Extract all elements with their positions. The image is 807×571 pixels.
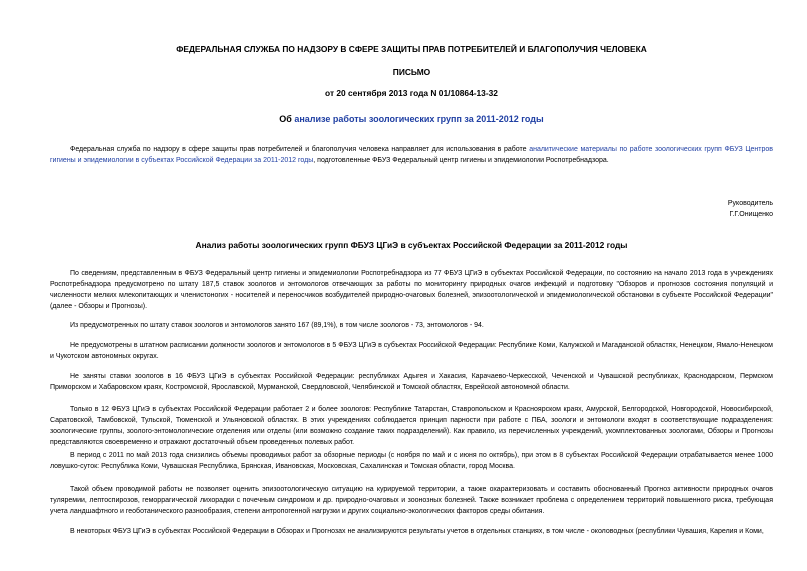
intro-paragraph bbox=[50, 144, 773, 166]
paragraph: Такой объем проводимой работы не позволяет оценить эпизоотологическую ситуацию на курируемой территории, а также охарактеризовать и составить обоснованный Прогноз активности природных очагов туляремии, лептоспирозов, геморрагической лихорадки с почечным синдромом и др. природно-очаговых и зоонозных болезней. Также возникает проблема с определением территорий повышенного риска, требующая учета ландшафтного и геоботанического разнообразия, степени антропогенной нагрузки и других социально-экологических факторов среды обитания. bbox=[50, 486, 773, 515]
signature-block bbox=[728, 198, 773, 220]
intro-text: Федеральная служба по надзору в сфере защиты прав потребителей и благополучия человека направляет для использования в работе bbox=[70, 146, 530, 153]
subject-prefix: Об bbox=[279, 114, 295, 124]
agency-title: ФЕДЕРАЛЬНАЯ СЛУЖБА ПО НАДЗОРУ В СФЕРЕ ЗАЩИТЫ ПРАВ ПОТРЕБИТЕЛЕЙ И БЛАГОПОЛУЧИЯ ЧЕЛОВЕКА bbox=[176, 44, 647, 54]
document-type: ПИСЬМО bbox=[392, 67, 431, 77]
subject-link[interactable]: анализе работы зоологических групп за 2011-2012 годы bbox=[294, 114, 544, 124]
signature-name: Г.Г.Онищенко bbox=[729, 211, 773, 218]
document-subject bbox=[50, 114, 773, 124]
analysis-title: Анализ работы зоологических групп ФБУЗ ЦГиЭ в субъектах Российской Федерации за 2011-2012 годы bbox=[195, 240, 628, 250]
signature-role: Руководитель bbox=[727, 200, 773, 207]
document-date: от 20 сентября 2013 года N 01/10864-13-32 bbox=[325, 88, 498, 98]
paragraph: В некоторых ФБУЗ ЦГиЭ в субъектах Российской Федерации в Обзорах и Прогнозах не анализируются результаты учетов в отдельных станциях, в том числе - околоводных (республики Чувашия, Карелия и Коми, bbox=[70, 528, 764, 535]
paragraph: Не предусмотрены в штатном расписании должности зоологов и энтомологов в 5 ФБУЗ ЦГиЭ в субъектах Российской Федерации: Республике Коми, Калужской и Магаданской областях, Ненецком, Ямало-Ненецком и Чукотском автономных округах. bbox=[50, 342, 773, 360]
paragraph: Из предусмотренных по штату ставок зоологов и энтомологов занято 167 (89,1%), в том числе зоологов - 73, энтомологов - 94. bbox=[70, 322, 484, 329]
paragraph: В период с 2011 по май 2013 года снизились объемы проводимых работ за обзорные периоды (с ноября по май и с июня по октябрь), при этом в 8 субъектах Российской Федерации отрабатывается менее 1000 ловушко-суток: Республика Коми, Чувашская Республика, Брянская, Ивановская, Московская, Сахалинская и Томская области, город Москва. bbox=[50, 452, 773, 470]
intro-text-end: , подготовленные ФБУЗ Федеральный центр гигиены и эпидемиологии Роспотребнадзора. bbox=[313, 157, 609, 164]
paragraph: Не заняты ставки зоологов в 16 ФБУЗ ЦГиЭ в субъектах Российской Федерации: республиках Адыгея и Хакасия, Карачаево-Черкесской, Чеченской и Чувашской республиках, Краснодарском, Пермском Приморском и Хабаровском краях, Костромской, Ярославской, Мурманской, Свердловской, Челябинской и Томской областях, Еврейской автономной области. bbox=[50, 373, 773, 391]
paragraph: Только в 12 ФБУЗ ЦГиЭ в субъектах Российской Федерации работает 2 и более зоологов: Республике Татарстан, Ставропольском и Красноярском краях, Амурской, Белгородской, Новгородской, Новосибирской, Саратовской, Тамбовской, Тульской, Тюменской и Ульяновской областях. В этих учреждениях соблюдается принцип парности при работе с ПБА, зоологи и энтомологи входят в соответствующие подразделения: зоологические группы, зоолого-энтомологические отделения или отделы (или возможно создание таких подразделений). Как правило, из перечисленных учреждений, укомплектованных зоологами, Обзоры и Прогнозы представляются своевременно и отражают достаточный объем проведенных полевых работ. bbox=[50, 406, 773, 446]
paragraph: По сведениям, представленным в ФБУЗ Федеральный центр гигиены и эпидемиологии Роспотребнадзора из 77 ФБУЗ ЦГиЭ в субъектах Российской Федерации, по состоянию на начало 2013 года в учреждениях Роспотребнадзора предусмотрено по штату 187,5 ставок зоологов и энтомологов отвечающих за работы по мониторингу природных очагов инфекций и подготовку "Обзоров и прогнозов состояния популяций и численности мелких млекопитающих и членистоногих - носителей и переносчиков возбудителей природно-очаговых болезней, эпизоотологической и эпидемиологической обстановки в субъекте Российской Федерации" (далее - Обзоры и Прогнозы). bbox=[50, 270, 773, 310]
intro-link[interactable]: аналитические материалы по работе зоологических групп ФБУЗ Центров гигиены и эпидемиологии в субъектах Российской Федерации за 2011-2012 годы bbox=[50, 146, 773, 164]
